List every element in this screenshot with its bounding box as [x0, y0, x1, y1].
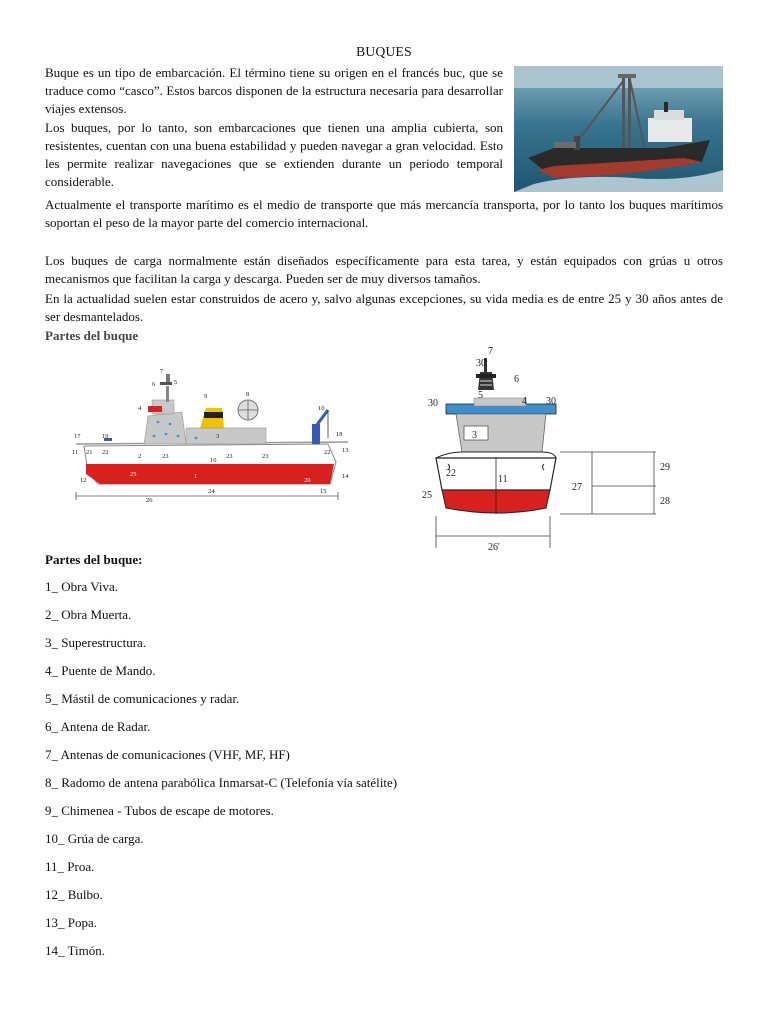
- label-mast-antenna: 30: [476, 358, 486, 369]
- ship-side-diagram: [66, 352, 358, 504]
- label: 2: [138, 453, 142, 460]
- label: 21: [86, 449, 93, 456]
- label-bow: 11: [498, 474, 508, 485]
- label: 25: [130, 471, 137, 478]
- section-subheading: Partes del buque: [45, 328, 139, 343]
- label: 12: [80, 477, 87, 484]
- list-item: 12_ Bulbo.: [45, 887, 103, 902]
- label: 14: [342, 473, 349, 480]
- list-item: 1_ Obra Viva.: [45, 579, 118, 594]
- label: 23: [226, 453, 233, 460]
- label: 4: [138, 405, 142, 412]
- label-radar: 6: [514, 374, 519, 385]
- parts-list: [45, 578, 397, 970]
- label: 8: [246, 391, 250, 398]
- label-wing-left: 30: [428, 398, 438, 409]
- label: 1: [194, 473, 198, 480]
- label-hull-left: 22: [446, 468, 456, 479]
- label-mast: 5: [478, 390, 483, 401]
- label: 24: [208, 488, 215, 495]
- page-title: BUQUES: [356, 44, 412, 59]
- label: 5: [174, 379, 178, 386]
- parts-title: Partes del buque:: [45, 552, 143, 567]
- label: 19: [102, 433, 109, 440]
- list-item: 13_ Popa.: [45, 915, 97, 930]
- list-item: 11_ Proa.: [45, 859, 95, 874]
- label: 23: [162, 453, 169, 460]
- label-dim-upper: 29: [660, 462, 670, 473]
- label: 23: [262, 453, 269, 460]
- cargo-paragraph: Los buques de carga normalmente están diseñados específicamente para esta tarea, y están equipados con grúas u otros mecanismos que facilitan la carga y descarga. Pueden ser de muy diversos tamaños.: [45, 253, 723, 287]
- intro-text: [45, 64, 503, 191]
- label-bridge: 4: [522, 396, 527, 407]
- label: 22: [324, 449, 331, 456]
- label: 11: [72, 449, 79, 456]
- label-superstructure: 3: [472, 430, 477, 441]
- list-item: 2_ Obra Muerta.: [45, 607, 132, 622]
- label-beam: 26': [488, 542, 500, 553]
- transport-paragraph: Actualmente el transporte marítimo es el medio de transporte que más mercancía transporta, por lo tanto los buques marítimos soportan el peso de la mayor parte del comercio internacional.: [45, 197, 723, 231]
- label-red-left: 25: [422, 490, 432, 501]
- label: 7: [160, 368, 164, 375]
- label-wing-right: 30: [546, 396, 556, 407]
- label: 13: [342, 447, 349, 454]
- list-item: 5_ Mástil de comunicaciones y radar.: [45, 691, 240, 706]
- label: 9: [204, 393, 208, 400]
- list-item: 14_ Timón.: [45, 943, 105, 958]
- label-dim-total: 27: [572, 482, 582, 493]
- label: 26: [146, 497, 153, 504]
- list-item: 9_ Chimenea - Tubos de escape de motores.: [45, 803, 274, 818]
- label: 10: [318, 405, 325, 412]
- list-item: 4_ Puente de Mando.: [45, 663, 156, 678]
- list-item: 8_ Radomo de antena parabólica Inmarsat-C (Telefonía vía satélite): [45, 775, 398, 790]
- label-mast-top: 7: [488, 346, 493, 357]
- label: 16: [210, 457, 217, 464]
- list-item: 10_ Grúa de carga.: [45, 831, 144, 846]
- list-item: 3_ Superestructura.: [45, 635, 147, 650]
- label: 20: [304, 477, 311, 484]
- label-dim-lower: 28: [660, 496, 670, 507]
- label: 6: [152, 381, 156, 388]
- label: 3: [216, 433, 220, 440]
- label: 15: [320, 488, 327, 495]
- steel-paragraph: En la actualidad suelen estar construidos de acero y, salvo algunas excepciones, su vida media es de entre 25 y 30 años antes de ser desmantelados.: [45, 291, 723, 325]
- label: 18: [336, 431, 343, 438]
- list-item: 7_ Antenas de comunicaciones (VHF, MF, HF): [45, 747, 290, 762]
- list-item: 6_ Antena de Radar.: [45, 719, 151, 734]
- label: 17: [74, 433, 81, 440]
- ship-front-diagram: [418, 340, 678, 555]
- label: 22: [102, 449, 109, 456]
- intro-paragraph: Buque es un tipo de embarcación. El término tiene su origen en el francés buc, que se traduce como “casco”. Estos barcos disponen de la estructura necesaria para desarrollar viajes extensos.: [45, 65, 503, 117]
- intro-paragraph: Los buques, por lo tanto, son embarcaciones que tienen una amplia cubierta, son resistentes, cuentan con una buena estabilidad y pueden navegar a gran velocidad. Esto les permite realizar navegaciones que se extienden durante un periodo temporal considerable.: [45, 119, 503, 190]
- ship-photo: [514, 66, 723, 192]
